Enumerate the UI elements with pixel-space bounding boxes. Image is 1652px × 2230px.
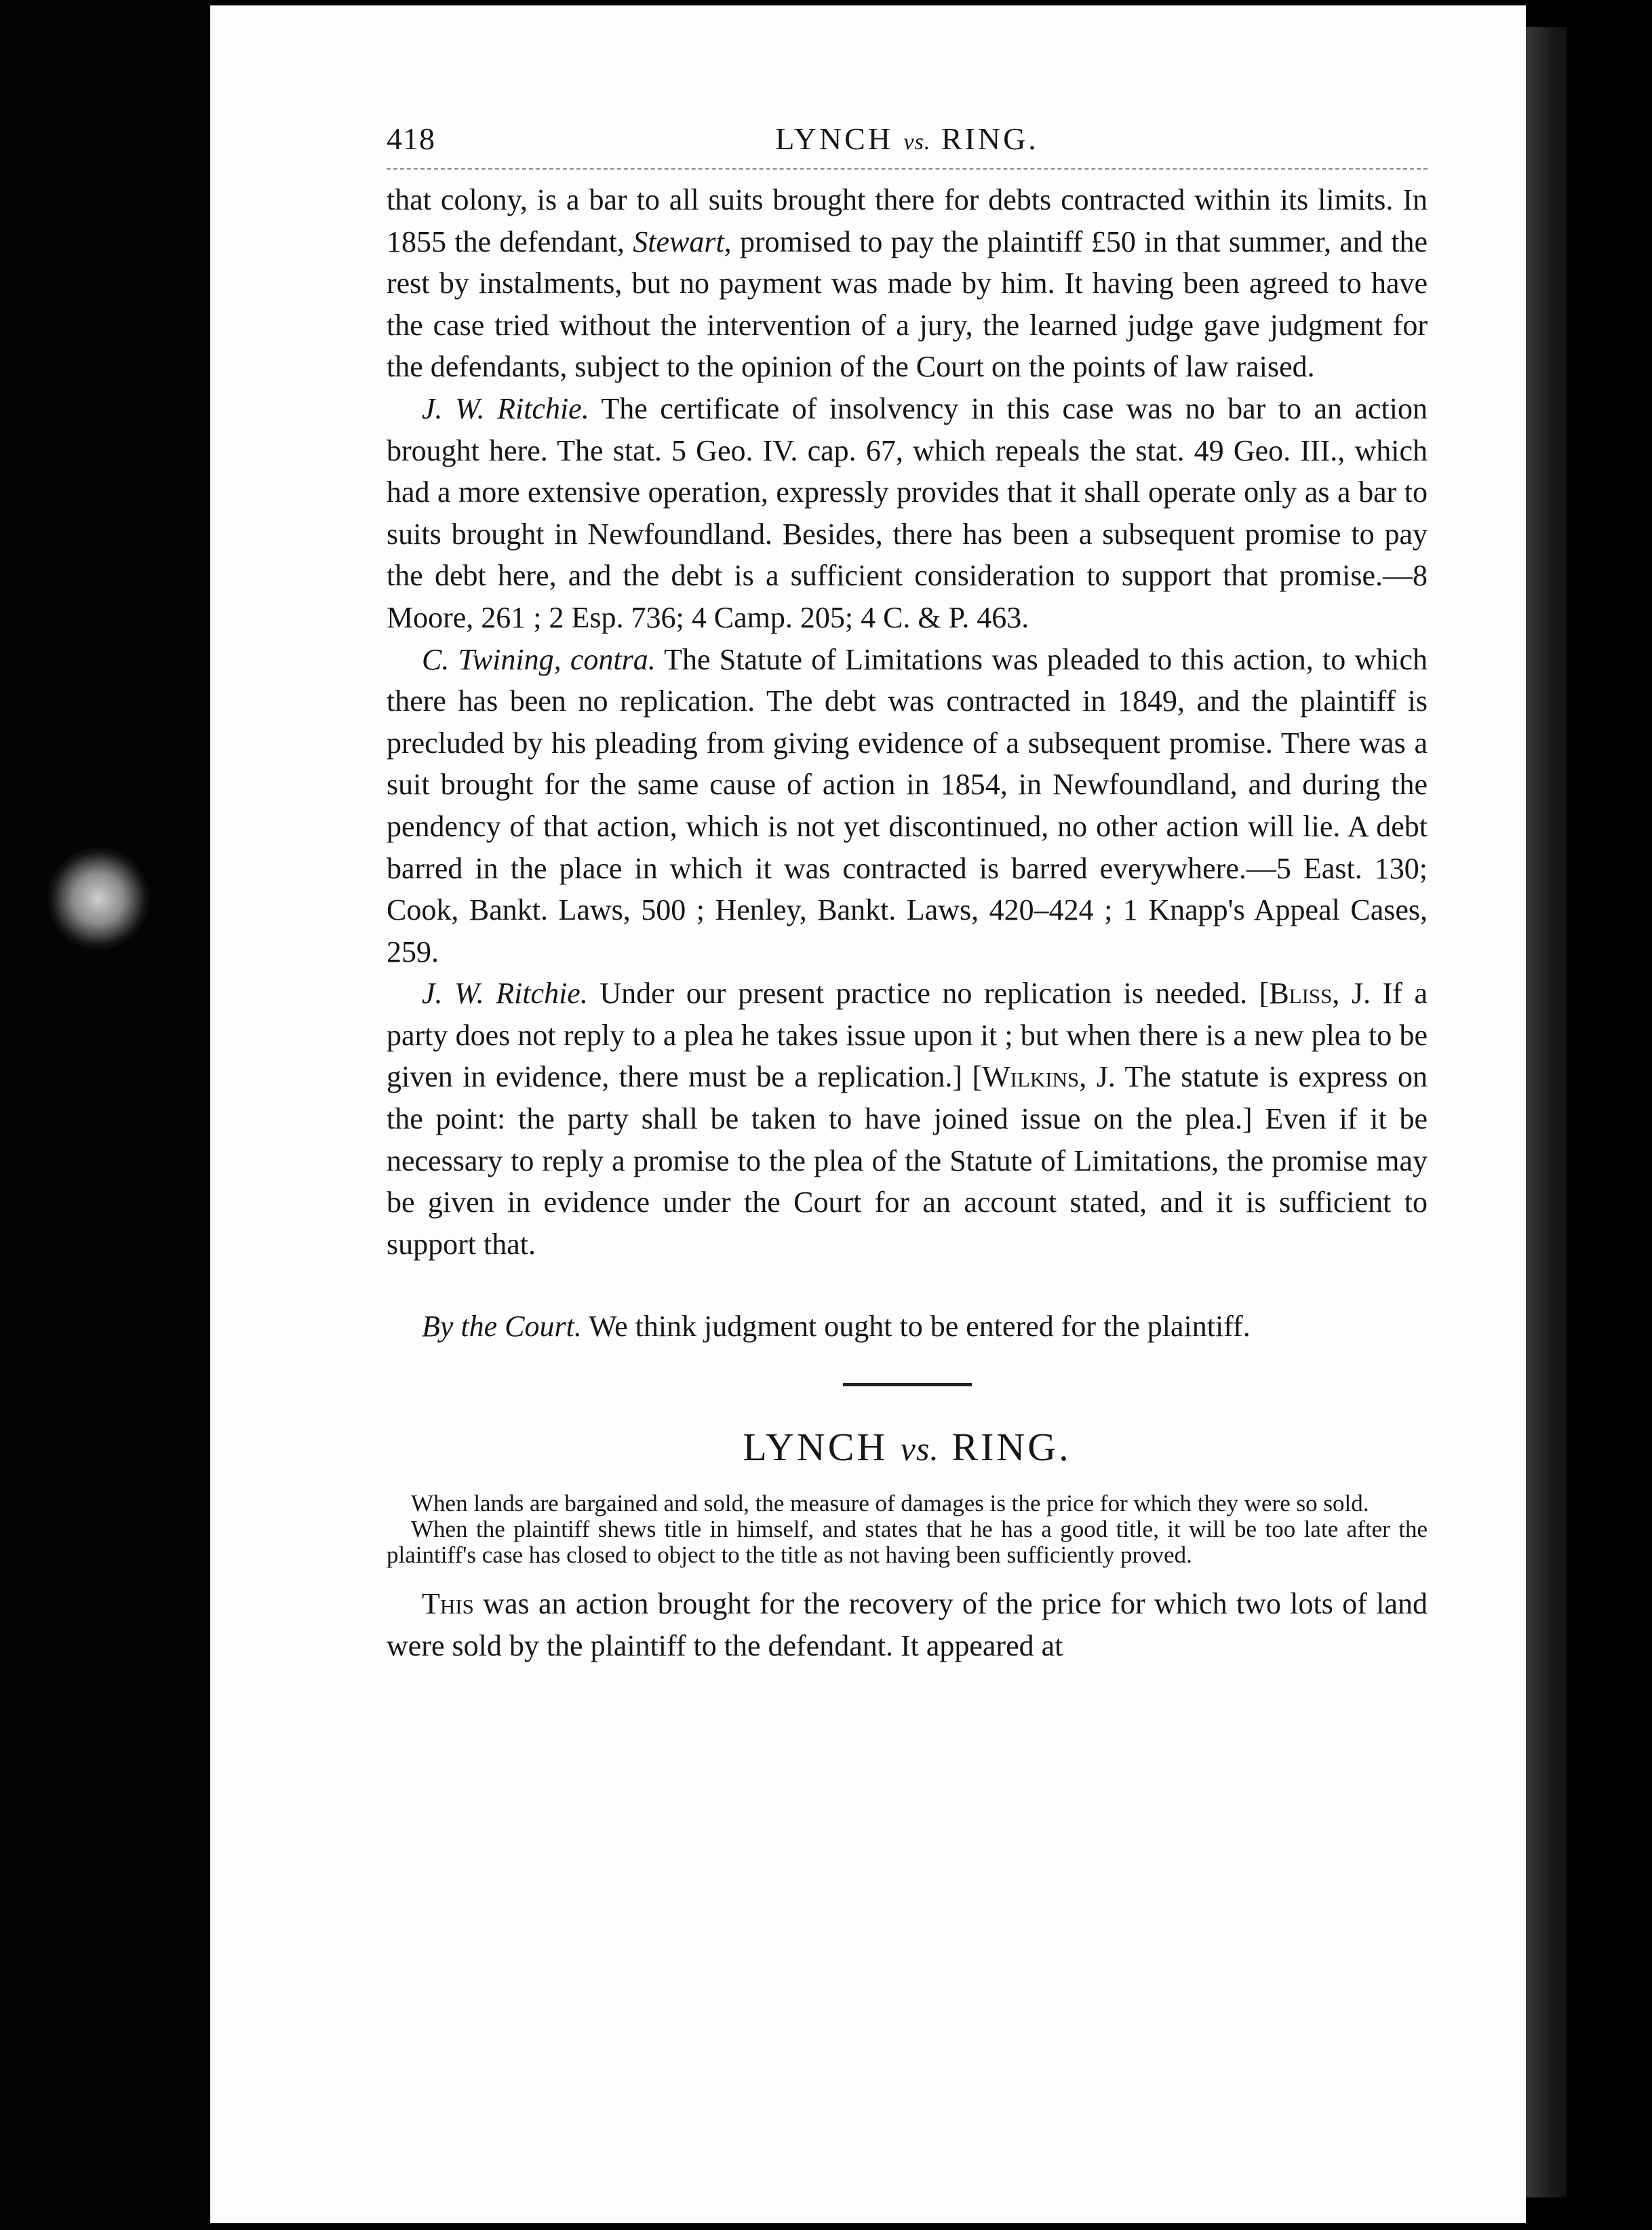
paragraph-opening: This was an action brought for the recovery of the price for which two lots of land were sold by the plaintiff to the defendant. It appeared at	[387, 1587, 1428, 1662]
scan-smudge	[47, 848, 149, 950]
section-divider	[843, 1383, 972, 1386]
headnote: When the plaintiff shews title in himself, and states that he has a good title, it will be too late after the plaintiff's case has closed to object to the title as not having been sufficiently proved.	[387, 1516, 1428, 1569]
book-spine-shadow	[1526, 27, 1567, 2197]
paragraph-ritchie-argument: J. W. Ritchie. The certificate of insolvency in this case was no bar to an action brought here. The stat. 5 Geo. IV. cap. 67, which repeals the stat. 49 Geo. III., which had a more extensive operation, expressly provides that it shall operate only as a bar to suits brought in Newfoundland. Besides, there has been a subsequent promise to pay the debt here, and the debt is a sufficient consideration to support that promise.—8 Moore, 261 ; 2 Esp. 736; 4 Camp. 205; 4 C. & P. 463.	[387, 391, 1428, 634]
paragraph-facts: that colony, is a bar to all suits brought there for debts contracted within its limits. In 1855 the defendant, Stewart, promised to pay the plaintiff £50 in that summer, and the rest by instalments, but no payment was made by him. It having been agreed to have the case tried without the intervention of a jury, the learned judge gave judgment for the defendants, subject to the opinion of the Court on the points of law raised.	[387, 183, 1428, 384]
paragraph-judgment: By the Court. We think judgment ought to be entered for the plaintiff.	[422, 1310, 1251, 1344]
page-content	[387, 121, 1428, 1666]
case-opening	[387, 1583, 1428, 1666]
body-text	[387, 179, 1428, 1348]
case-title: LYNCH vs. RING.	[743, 1425, 1071, 1470]
paragraph-twining-contra: C. Twining, contra. The Statute of Limitations was pleaded to this action, to which there has been no replication. The debt was contracted in 1849, and the plaintiff is precluded by his pleading from giving evidence of a subsequent promise. There was a suit brought for the same cause of action in 1854, in Newfoundland, and during the pendency of that action, which is not yet discontinued, no other action will lie. A debt barred in the place in which it was contracted is barred everywhere.—5 East. 130; Cook, Bankt. Laws, 500 ; Henley, Bankt. Laws, 420–424 ; 1 Knapp's Appeal Cases, 259.	[387, 642, 1428, 969]
scan-right-margin	[1567, 0, 1652, 2230]
paragraph-ritchie-reply: J. W. Ritchie. Under our present practice no replication is needed. [Bliss, J. If a party does not reply to a plea he takes issue upon it ; but when there is a new plea to be given in evidence, there must be a replication.] [Wilkins, J. The statute is express on the point: the party shall be taken to have joined issue on the plea.] Even if it be necessary to reply a promise to the plea of the Statute of Limitations, the promise may be given in evidence under the Court for an account stated, and it is sufficient to support that.	[387, 977, 1428, 1261]
headnotes	[387, 1491, 1428, 1568]
running-head	[387, 121, 1428, 170]
scan-left-margin	[0, 0, 210, 2230]
headnote: When lands are bargained and sold, the measure of damages is the price for which they were so sold.	[411, 1490, 1369, 1517]
page-number: 418	[387, 121, 435, 156]
running-title: LYNCH vs. RING.	[775, 121, 1039, 156]
